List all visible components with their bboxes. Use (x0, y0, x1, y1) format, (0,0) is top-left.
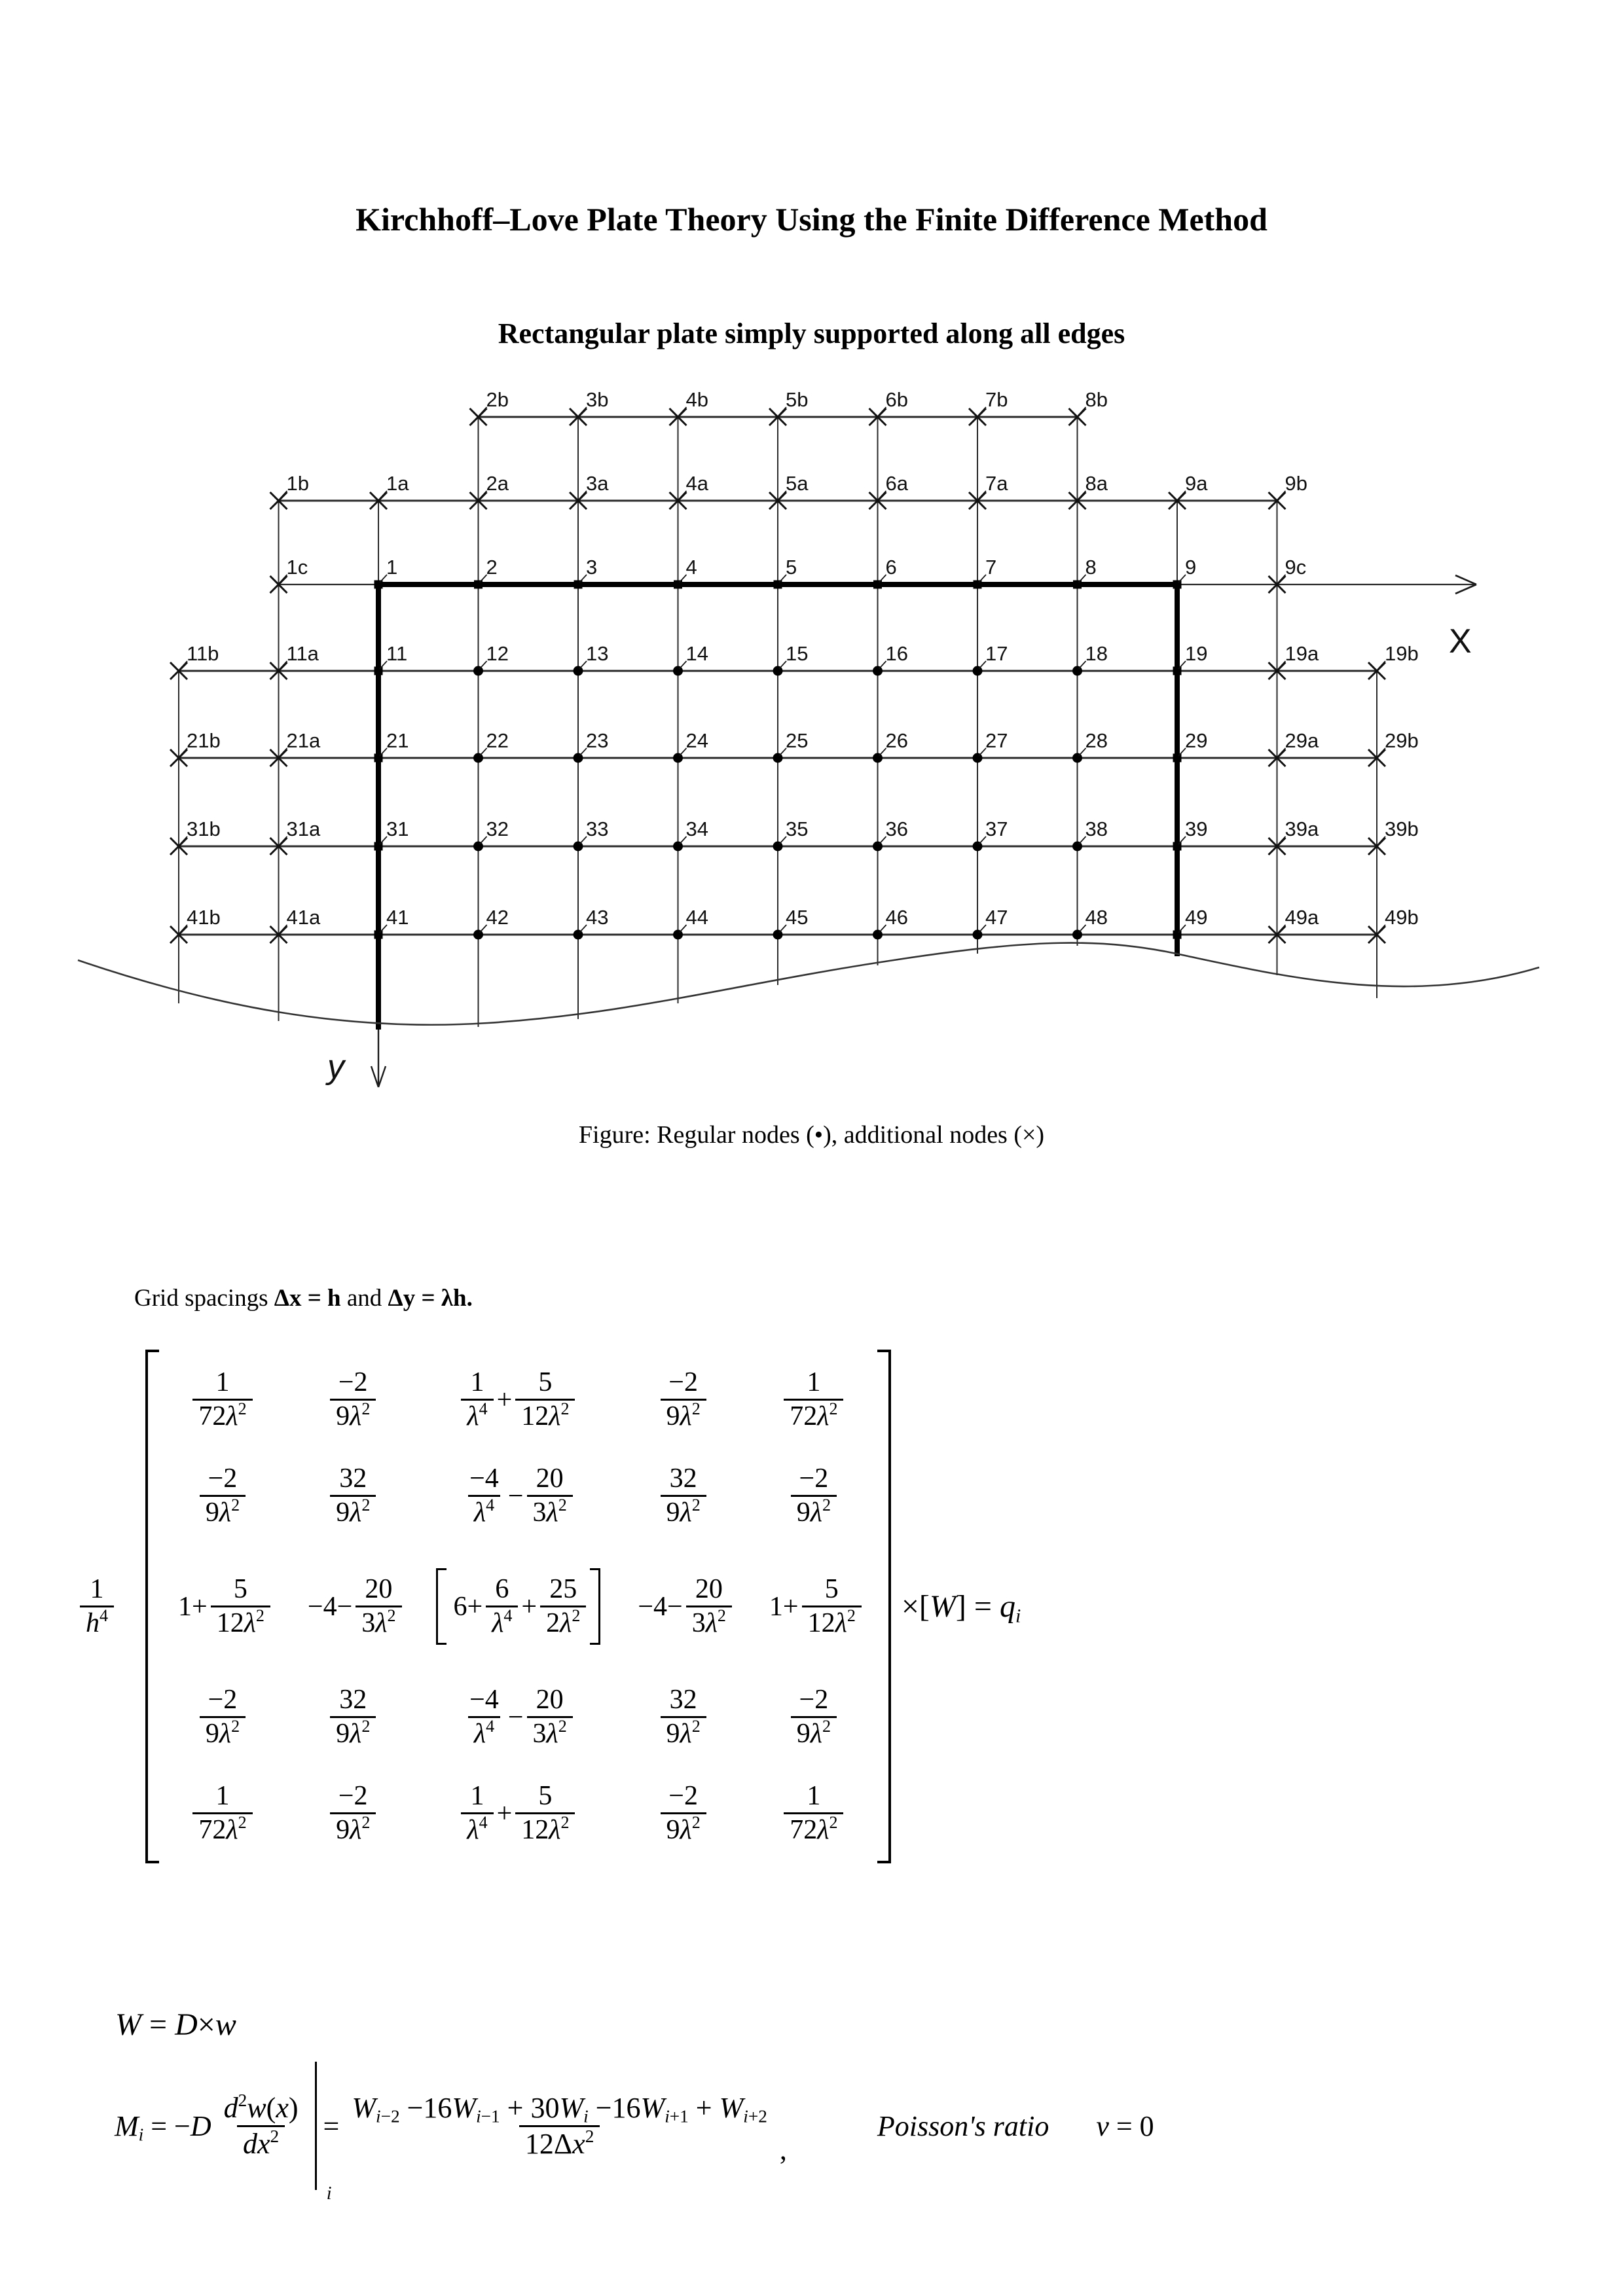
node-label: 14 (685, 642, 708, 665)
node-label: 12 (486, 642, 509, 665)
matrix-cell (661, 1367, 706, 1433)
node-label: 18 (1085, 642, 1108, 665)
node-label: 15 (786, 642, 809, 665)
node-label: 31 (386, 817, 409, 840)
node-label: 39a (1285, 817, 1319, 840)
matrix-left-bracket (145, 1350, 159, 1863)
node-label: 39 (1185, 817, 1208, 840)
fraction: $\frac{32}{9\lambda^2}$ (330, 1463, 376, 1529)
fraction: $\frac{1}{\lambda^4}$ (461, 1780, 493, 1846)
matrix-cell (330, 1684, 376, 1750)
fraction: $\frac{6}{\lambda^4}$ (486, 1573, 518, 1640)
node-label: 5a (786, 472, 809, 495)
spacings-dx: Δx = h (274, 1285, 341, 1312)
node-label: 34 (685, 817, 708, 840)
matrix-cell (661, 1780, 706, 1846)
node-label: 4 (685, 556, 697, 579)
node-label: 45 (786, 906, 809, 929)
fraction: $\frac{1}{72\lambda^2}$ (192, 1780, 252, 1846)
fraction: $\frac{5}{12\lambda^2}$ (802, 1573, 862, 1640)
matrix-rhs: $\times[W] = q_i$ (901, 1589, 1021, 1627)
node-label: 17 (985, 642, 1008, 665)
node-label: 13 (586, 642, 609, 665)
fraction: $\frac{1}{72\lambda^2}$ (784, 1780, 843, 1846)
matrix-cell (330, 1780, 376, 1846)
moment-equation (111, 2062, 1158, 2204)
node-label: 48 (1085, 906, 1108, 929)
node-label: 6b (885, 388, 908, 411)
node-label: 19a (1285, 642, 1319, 665)
node-label: 37 (985, 817, 1008, 840)
node-label: 49 (1185, 906, 1208, 929)
fraction: $\frac{20}{3\lambda^2}$ (527, 1684, 573, 1750)
fraction: $\frac{-2}{9\lambda^2}$ (200, 1463, 246, 1529)
y-axis-label: y (327, 1048, 344, 1086)
node-label: 1a (386, 472, 409, 495)
node-label: 49b (1385, 906, 1419, 929)
node-label: 1 (386, 556, 398, 579)
node-label: 35 (786, 817, 809, 840)
node-labels (187, 388, 1419, 929)
node-label: 31b (187, 817, 221, 840)
node-label: 3a (586, 472, 609, 495)
fraction: $\frac{25}{2\lambda^2}$ (540, 1573, 586, 1640)
node-label: 2b (486, 388, 509, 411)
fraction: $\frac{-2}{9\lambda^2}$ (330, 1367, 376, 1433)
break-line (78, 943, 1539, 1025)
matrix-cell (784, 1367, 843, 1433)
matrix-cell (661, 1684, 706, 1750)
matrix-cell: $\frac{-4}{\lambda^4}$ − $\frac{20}{3\lambda^2}$ (464, 1463, 573, 1529)
node-label: 43 (586, 906, 609, 929)
matrix-cell: −4− $\frac{20}{3\lambda^2}$ (634, 1573, 732, 1640)
matrix-cell: 1+ $\frac{5}{12\lambda^2}$ (175, 1573, 270, 1640)
node-label: 3 (586, 556, 598, 579)
matrix-cell: $\frac{1}{\lambda^4}$ + $\frac{5}{12\lambda^2}$ (461, 1367, 575, 1433)
node-label: 2 (486, 556, 498, 579)
node-label: 31a (286, 817, 321, 840)
node-label: 9 (1185, 556, 1197, 579)
node-label: 24 (685, 729, 708, 752)
node-label: 7a (985, 472, 1008, 495)
matrix-cell: −4− $\frac{20}{3\lambda^2}$ (304, 1573, 402, 1640)
node-label: 8b (1085, 388, 1108, 411)
fraction: $\frac{20}{3\lambda^2}$ (686, 1573, 732, 1640)
matrix-cell (200, 1463, 246, 1529)
matrix-cell (791, 1463, 837, 1529)
node-label: 41 (386, 906, 409, 929)
node-label: 29a (1285, 729, 1319, 752)
second-derivative-fraction: $\frac{d^2w(x)}{dx^2}$ (223, 2090, 299, 2160)
matrix-right-bracket (877, 1350, 891, 1863)
fraction: $\frac{-2}{9\lambda^2}$ (661, 1780, 706, 1846)
one-over-h4-factor (80, 1573, 114, 1640)
plate-grid-figure (69, 383, 1548, 1116)
matrix-cell (784, 1780, 843, 1846)
fraction: $\frac{-2}{9\lambda^2}$ (661, 1367, 706, 1433)
spacings-mid: and (340, 1285, 388, 1312)
fraction: $\frac{-2}{9\lambda^2}$ (791, 1463, 837, 1529)
fraction: $\frac{1}{72\lambda^2}$ (192, 1367, 252, 1433)
node-label: 36 (885, 817, 908, 840)
node-label: 8a (1085, 472, 1108, 495)
matrix-cell (200, 1684, 246, 1750)
node-label: 39b (1385, 817, 1419, 840)
bracketed-center-cell (436, 1559, 601, 1654)
stencil-matrix-equation (80, 1350, 1021, 1863)
node-label: 41a (286, 906, 321, 929)
node-label: 19 (1185, 642, 1208, 665)
node-label: 5b (786, 388, 809, 411)
node-label: 23 (586, 729, 609, 752)
node-label: 44 (685, 906, 708, 929)
comma: , (779, 2134, 787, 2166)
node-label: 42 (486, 906, 509, 929)
node-label: 5 (786, 556, 797, 579)
node-label: 21 (386, 729, 409, 752)
w-relation-equation: W = D×w (115, 2007, 236, 2042)
fraction: $\frac{20}{3\lambda^2}$ (527, 1463, 573, 1529)
node-label: 49a (1285, 906, 1319, 929)
node-label: 27 (985, 729, 1008, 752)
node-label: 11 (386, 642, 408, 665)
node-label: 9c (1285, 556, 1307, 579)
fraction: $\frac{32}{9\lambda^2}$ (661, 1684, 706, 1750)
fraction: $\frac{-2}{9\lambda^2}$ (200, 1684, 246, 1750)
fraction: $\frac{20}{3\lambda^2}$ (356, 1573, 401, 1640)
node-label: 6a (885, 472, 908, 495)
node-label: 11b (187, 642, 219, 665)
matrix-cell: $\frac{1}{\lambda^4}$ + $\frac{5}{12\lambda^2}$ (461, 1780, 575, 1846)
node-label: 11a (286, 642, 319, 665)
fraction: $\frac{-4}{\lambda^4}$ (464, 1684, 505, 1750)
matrix-cell: 6+ $\frac{6}{\lambda^4}$ + $\frac{25}{2\lambda^2}$ (450, 1573, 587, 1640)
node-label: 1c (286, 556, 308, 579)
fraction: $\frac{5}{12\lambda^2}$ (515, 1367, 575, 1433)
node-label: 6 (885, 556, 897, 579)
node-label: 4a (685, 472, 708, 495)
node-label: 22 (486, 729, 509, 752)
matrix-cell (791, 1684, 837, 1750)
matrix-cell (192, 1780, 252, 1846)
x-axis-label: X (1449, 622, 1472, 660)
figure-caption: Figure: Regular nodes (•), additional nodes (×) (578, 1121, 1045, 1149)
node-label: 25 (786, 729, 809, 752)
fraction: $\frac{32}{9\lambda^2}$ (661, 1463, 706, 1529)
plate-grid-svg (69, 383, 1548, 1116)
node-label: 7b (985, 388, 1008, 411)
matrix-cell (330, 1463, 376, 1529)
fraction: $\frac{32}{9\lambda^2}$ (330, 1684, 376, 1750)
stencil-matrix (163, 1350, 873, 1863)
fraction: $\frac{-2}{9\lambda^2}$ (330, 1780, 376, 1846)
matrix-cell (661, 1463, 706, 1529)
fraction: $\frac{1}{\lambda^4}$ (461, 1367, 493, 1433)
matrix-cell: $\frac{-4}{\lambda^4}$ − $\frac{20}{3\lambda^2}$ (464, 1684, 573, 1750)
node-label: 8 (1085, 556, 1097, 579)
evaluation-bar: i (311, 2062, 317, 2190)
node-label: 33 (586, 817, 609, 840)
node-label: 21a (286, 729, 321, 752)
node-label: 4b (685, 388, 708, 411)
node-label: 19b (1385, 642, 1419, 665)
y-axis (325, 1030, 386, 1087)
node-label: 32 (486, 817, 509, 840)
node-label: 29b (1385, 729, 1419, 752)
node-label: 28 (1085, 729, 1108, 752)
fraction: $\frac{1}{72\lambda^2}$ (784, 1367, 843, 1433)
node-label: 3b (586, 388, 609, 411)
node-label: 16 (885, 642, 908, 665)
x-axis (1449, 575, 1476, 660)
node-label: 2a (486, 472, 509, 495)
fraction: $\frac{5}{12\lambda^2}$ (211, 1573, 270, 1640)
node-label: 26 (885, 729, 908, 752)
matrix-cell (330, 1367, 376, 1433)
moment-lhs: $M_i = -D$ (115, 2109, 211, 2145)
node-label: 46 (885, 906, 908, 929)
node-label: 47 (985, 906, 1008, 929)
node-label: 9b (1285, 472, 1307, 495)
subtitle: Rectangular plate simply supported along all edges (498, 317, 1125, 350)
node-label: 1b (286, 472, 309, 495)
spacings-prefix: Grid spacings (134, 1285, 274, 1312)
fraction: $\frac{5}{12\lambda^2}$ (515, 1780, 575, 1846)
node-label: 21b (187, 729, 221, 752)
grid-spacings-text (134, 1284, 473, 1312)
poisson-ratio-label: Poisson's ratio (877, 2109, 1049, 2142)
page-title: Kirchhoff–Love Plate Theory Using the Finite Difference Method (356, 201, 1267, 238)
moment-equals: = (323, 2109, 340, 2142)
spacings-dy: Δy = λh. (388, 1285, 473, 1312)
node-label: 7 (985, 556, 997, 579)
node-label: 29 (1185, 729, 1208, 752)
matrix-cell (192, 1367, 252, 1433)
node-label: 9a (1185, 472, 1208, 495)
fraction: $\frac{-4}{\lambda^4}$ (464, 1463, 505, 1529)
fraction: $\frac{-2}{9\lambda^2}$ (791, 1684, 837, 1750)
node-label: 41b (187, 906, 221, 929)
poisson-ratio-value: ν = 0 (1096, 2109, 1154, 2142)
node-label: 38 (1085, 817, 1108, 840)
matrix-cell: 1+ $\frac{5}{12\lambda^2}$ (766, 1573, 862, 1640)
fraction: $\frac{1}{h^4}$ (80, 1573, 114, 1640)
finite-difference-fraction: $\frac{W_{i-2} -16W_{i-1} + 30W_i -16W_{i+1} + W_{i+2}}{12\Delta x^2}$ (352, 2092, 767, 2160)
